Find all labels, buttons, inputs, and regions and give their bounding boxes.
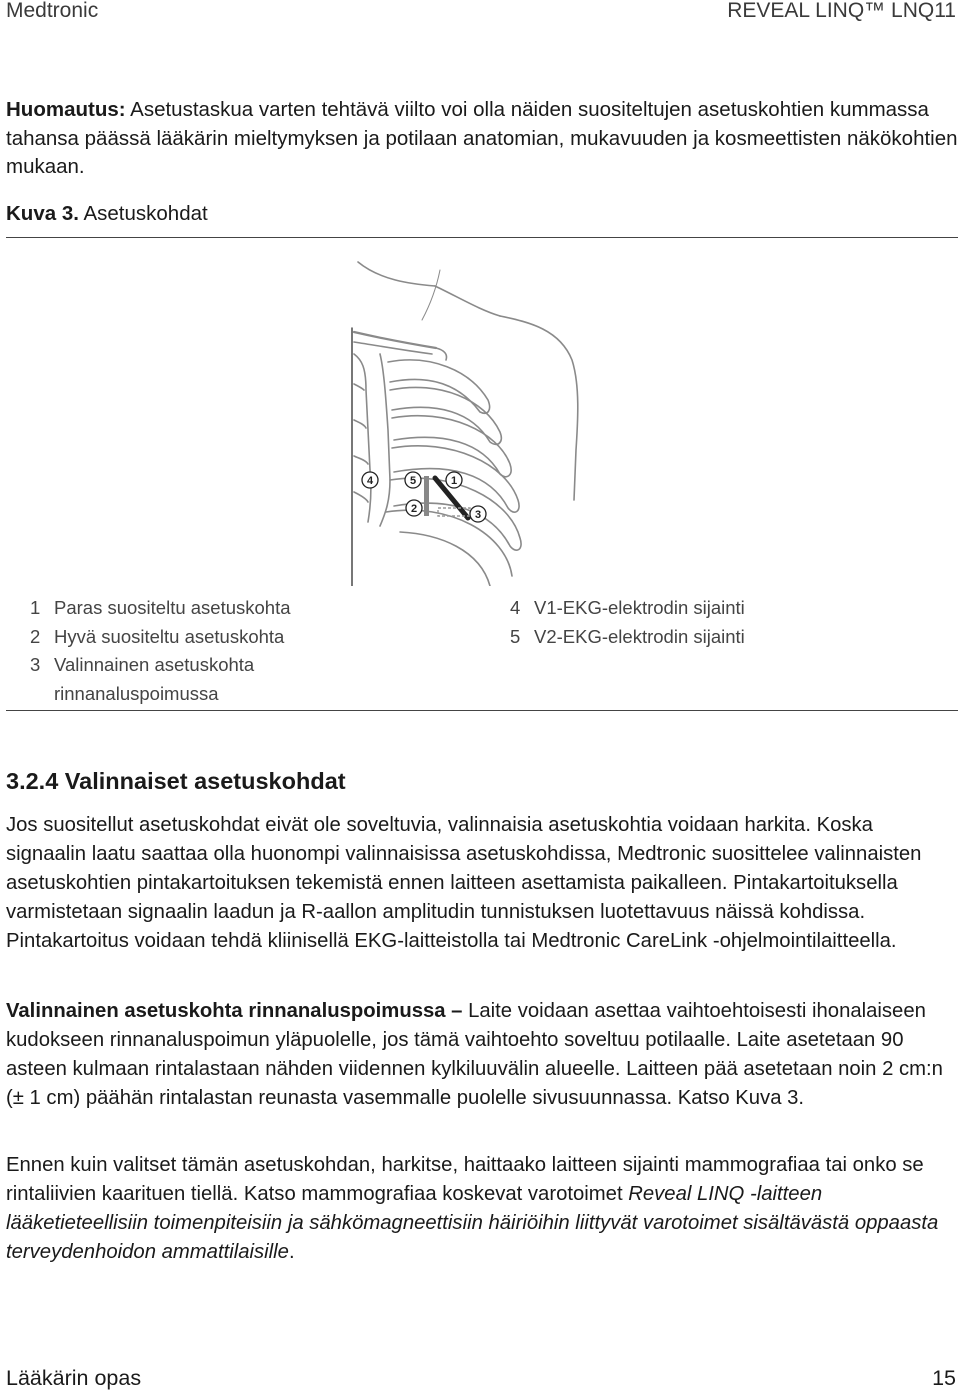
paragraph-2-lead: Valinnainen asetuskohta rinnanaluspoimussa – [6,1000,469,1022]
section-paragraph-2 [6,997,958,1113]
marker-5-label: 5 [409,475,417,487]
figure-label: Kuva 3. [6,202,79,225]
page-number: 15 [932,1366,956,1390]
footer-doc-title: Lääkärin opas [6,1366,142,1390]
legend-left [30,594,291,708]
figure-top-rule [6,237,958,238]
figure-bottom-rule [6,710,958,711]
legend-item: rinnanaluspoimussa [54,682,219,704]
legend-item: 5 V2-EKG-elektrodin sijainti [510,625,745,647]
section-paragraph-1: Jos suositellut asetuskohdat eivät ole soveltuvia, valinnaisia asetuskohtia voidaan harkita. Koska signaalin laatu saattaa olla huonompi valinnaisissa asetuskohdissa, Medtronic suosittelee valinnaisten asetuskohtien pintakartoituksen tekemistä ennen laitteen asettamista paikalleen. Pintakartoituksella varmistetaan signaalin laadun ja R-aallon amplitudin tunnistuksen luotettavuus näissä kohdissa. Pintakartoitus voidaan tehdä kliinisellä EKG-laitteistolla tai Medtronic CareLink -ohjelmointilaitteella. [6,814,922,952]
legend-right [510,594,745,651]
marker-4-label: 4 [366,475,374,487]
legend-item: 1 Paras suositeltu asetuskohta [30,597,291,618]
figure-title [6,200,208,228]
marker-1-label: 1 [450,475,458,487]
note-text: Asetustaskua varten tehtävä viilto voi olla näiden suositeltujen asetuskohtien kummassa tahansa päässä lääkärin mieltymyksen ja potilaan anatomian, mukavuuden ja kosmeettisten näkökohtien mukaan. [6,98,958,178]
note-paragraph [6,96,958,182]
header-brand: Medtronic [6,0,99,22]
marker-3-label: 3 [474,509,482,521]
chest-illustration [340,250,600,586]
marker-2-label: 2 [410,503,418,515]
paragraph-3-end: . [288,1241,295,1263]
figure-title-text: Asetuskohdat [78,202,208,225]
legend-item: 4 V1-EKG-elektrodin sijainti [510,597,745,618]
header-product: REVEAL LINQ™ LNQ11 [727,0,956,22]
paragraph-2-text: Laite voidaan asettaa vaihtoehtoisesti ihonalaiseen kudokseen rinnanaluspoimun yläpuolelle, jos tämä vaihtoehto soveltuu potilaalle. Laite asetetaan 90 asteen kulmaan rintalastaan nähden viidennen kylkiluuvälin alueelle. Laitteen pää asetetaan noin 2 cm:n (± 1 cm) päähän rintalastan reunasta vasemmalle puolelle sivusuunnassa. Katso Kuva 3. [6,1000,943,1109]
paragraph-3-text: Ennen kuin valitset tämän asetuskohdan, harkitse, haittaako laitteen sijainti mammografiaa tai onko se rintaliivien kaarituen tiellä. Katso mammografiaa koskevat varotoimet [6,1154,924,1205]
note-label: Huomautus: [6,98,126,121]
paragraph-3-reference: Reveal LINQ -laitteen lääketieteellisiin toimenpiteisiin ja sähkömagneettisiin häiriöihin liittyvät varotoimet sisältävästä oppaasta terveydenhoidon ammattilaisille [6,1183,939,1263]
legend-item: 3 Valinnainen asetuskohta [30,654,255,675]
legend-item: 2 Hyvä suositeltu asetuskohta [30,625,285,647]
section-paragraph-3 [6,1151,958,1267]
section-title: 3.2.4 Valinnaiset asetuskohdat [6,768,346,794]
